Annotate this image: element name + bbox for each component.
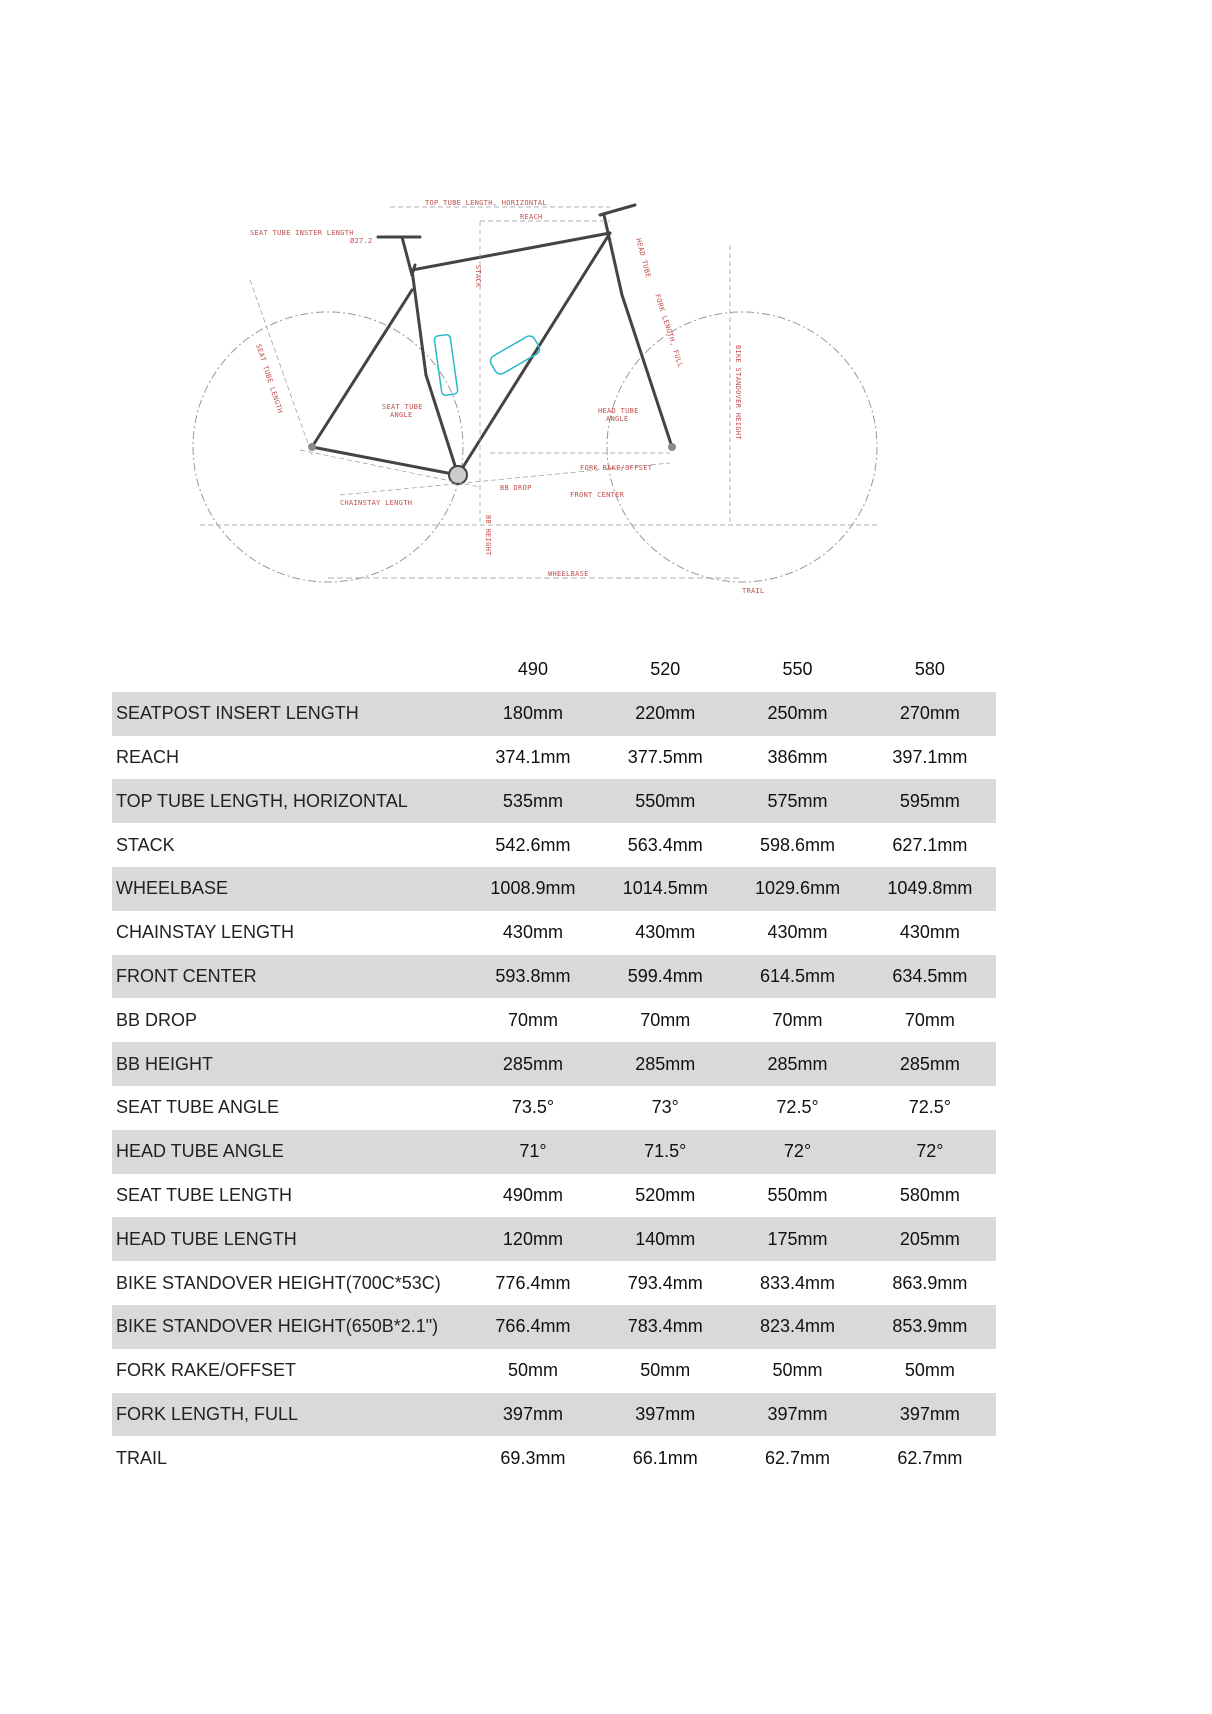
- row-label: SEAT TUBE LENGTH: [116, 1184, 293, 1205]
- row-value: 397mm: [467, 1393, 599, 1437]
- row-label: FRONT CENTER: [112, 955, 467, 999]
- row-value: 863.9mm: [892, 1272, 968, 1293]
- row-label: BB DROP: [116, 1009, 198, 1030]
- row-value: 70mm: [772, 1009, 823, 1030]
- size-header: 490: [517, 659, 548, 680]
- row-label: HEAD TUBE LENGTH: [112, 1217, 467, 1261]
- row-value: 285mm: [599, 1042, 731, 1086]
- row-value: 1008.9mm: [467, 867, 599, 911]
- row-value: 1014.5mm: [599, 867, 731, 911]
- row-label: CHAINSTAY LENGTH: [116, 922, 295, 943]
- row-value: 776.4mm: [495, 1272, 571, 1293]
- row-value: 70mm: [640, 1009, 691, 1030]
- label-head-tube-angle-2: ANGLE: [606, 415, 629, 423]
- row-label: STACK: [116, 834, 175, 855]
- table-row: [112, 1305, 996, 1349]
- row-value: 285mm: [731, 1042, 863, 1086]
- row-value: 62.7mm: [897, 1447, 963, 1468]
- row-value: 542.6mm: [495, 834, 571, 855]
- label-seat-tube-insert: SEAT TUBE INSTER LENGTH: [250, 229, 354, 237]
- row-value: 374.1mm: [495, 746, 571, 767]
- table-row: [112, 1436, 996, 1480]
- table-row: [112, 1349, 996, 1393]
- row-value: 377.5mm: [627, 746, 703, 767]
- label-stack: STACK: [474, 265, 482, 288]
- row-value: 634.5mm: [864, 955, 996, 999]
- row-label: HEAD TUBE ANGLE: [112, 1130, 467, 1174]
- row-value: 72.5°: [908, 1097, 951, 1118]
- table-row: [112, 867, 996, 911]
- row-value: 520mm: [635, 1184, 696, 1205]
- table-row: [112, 955, 996, 999]
- bike-frame: [312, 205, 672, 475]
- table-row: [112, 1130, 996, 1174]
- table-row: [112, 1086, 996, 1130]
- row-value: 70mm: [507, 1009, 558, 1030]
- label-bb-drop: BB DROP: [500, 484, 532, 492]
- row-value: 598.6mm: [760, 834, 836, 855]
- row-label: BIKE STANDOVER HEIGHT(650B*2.1"): [112, 1305, 467, 1349]
- label-standover: BIKE STANDOVER HEIGHT: [734, 345, 742, 440]
- table-row: [112, 1393, 996, 1437]
- label-front-center: FRONT CENTER: [570, 491, 625, 499]
- label-seat-tube-length: SEAT TUBE LENGTH: [254, 343, 285, 415]
- row-value: 580mm: [899, 1184, 960, 1205]
- row-value: 71°: [467, 1130, 599, 1174]
- bike-geometry-drawing: [190, 195, 890, 605]
- label-reach: REACH: [520, 213, 543, 221]
- label-chainstay: CHAINSTAY LENGTH: [340, 499, 413, 507]
- row-value: 50mm: [904, 1360, 955, 1381]
- row-value: 205mm: [864, 1217, 996, 1261]
- row-label: SEAT TUBE ANGLE: [116, 1097, 280, 1118]
- table-row: [112, 692, 996, 736]
- row-value: 71.5°: [599, 1130, 731, 1174]
- row-value: 285mm: [467, 1042, 599, 1086]
- row-value: 833.4mm: [760, 1272, 836, 1293]
- label-trail: TRAIL: [742, 587, 765, 595]
- row-value: 220mm: [599, 692, 731, 736]
- row-value: 72°: [731, 1130, 863, 1174]
- row-value: 1029.6mm: [731, 867, 863, 911]
- row-label: SEATPOST INSERT LENGTH: [112, 692, 467, 736]
- row-value: 397mm: [731, 1393, 863, 1437]
- geometry-table: [112, 648, 996, 1480]
- row-value: 550mm: [599, 779, 731, 823]
- row-label: REACH: [116, 746, 180, 767]
- label-seat-diameter: Ø27.2: [350, 237, 373, 245]
- row-label: BIKE STANDOVER HEIGHT(700C*53C): [116, 1272, 441, 1293]
- row-value: 599.4mm: [599, 955, 731, 999]
- row-value: 593.8mm: [467, 955, 599, 999]
- row-value: 140mm: [599, 1217, 731, 1261]
- label-seat-tube-angle-2: ANGLE: [390, 411, 413, 419]
- label-fork-length: FORK LENGTH, FULL: [653, 293, 685, 369]
- row-value: 397.1mm: [892, 746, 968, 767]
- row-value: 595mm: [864, 779, 996, 823]
- row-value: 70mm: [904, 1009, 955, 1030]
- table-row: [112, 998, 996, 1042]
- row-value: 430mm: [767, 922, 828, 943]
- row-value: 73°: [651, 1097, 679, 1118]
- row-value: 386mm: [767, 746, 828, 767]
- size-header: 580: [914, 659, 945, 680]
- row-value: 50mm: [772, 1360, 823, 1381]
- row-value: 62.7mm: [765, 1447, 831, 1468]
- row-value: 766.4mm: [467, 1305, 599, 1349]
- row-value: 50mm: [640, 1360, 691, 1381]
- row-value: 270mm: [864, 692, 996, 736]
- row-value: 72°: [864, 1130, 996, 1174]
- row-value: 575mm: [731, 779, 863, 823]
- table-row: [112, 736, 996, 780]
- row-value: 823.4mm: [731, 1305, 863, 1349]
- row-label: FORK RAKE/OFFSET: [116, 1360, 297, 1381]
- row-value: 175mm: [731, 1217, 863, 1261]
- row-value: 614.5mm: [731, 955, 863, 999]
- row-value: 69.3mm: [500, 1447, 566, 1468]
- size-header: 520: [650, 659, 681, 680]
- row-label: FORK LENGTH, FULL: [112, 1393, 467, 1437]
- row-value: 563.4mm: [627, 834, 703, 855]
- row-label: TOP TUBE LENGTH, HORIZONTAL: [112, 779, 467, 823]
- row-value: 853.9mm: [864, 1305, 996, 1349]
- row-value: 430mm: [899, 922, 960, 943]
- row-label: WHEELBASE: [112, 867, 467, 911]
- size-header: 550: [782, 659, 813, 680]
- row-value: 430mm: [635, 922, 696, 943]
- label-head-tube-angle-1: HEAD TUBE: [598, 407, 639, 415]
- table-row: [112, 1174, 996, 1218]
- label-head-tube: HEAD TUBE: [634, 237, 653, 279]
- label-fork-rake: FORK RAKE/OFFSET: [580, 464, 653, 472]
- row-value: 627.1mm: [892, 834, 968, 855]
- label-bb-height: BB HEIGHT: [484, 515, 492, 556]
- row-value: 120mm: [467, 1217, 599, 1261]
- row-label: BB HEIGHT: [112, 1042, 467, 1086]
- row-value: 285mm: [864, 1042, 996, 1086]
- row-value: 1049.8mm: [864, 867, 996, 911]
- row-value: 430mm: [502, 922, 563, 943]
- row-value: 66.1mm: [632, 1447, 698, 1468]
- row-value: 73.5°: [511, 1097, 555, 1118]
- size-header-row: [112, 648, 996, 692]
- row-label: TRAIL: [116, 1447, 168, 1468]
- row-value: 50mm: [507, 1360, 558, 1381]
- row-value: 550mm: [767, 1184, 828, 1205]
- table-row: [112, 823, 996, 867]
- row-value: 397mm: [599, 1393, 731, 1437]
- label-wheelbase: WHEELBASE: [548, 570, 589, 578]
- table-row: [112, 779, 996, 823]
- bike-geometry-diagram: [190, 195, 890, 605]
- table-row: [112, 1217, 996, 1261]
- row-value: 490mm: [502, 1184, 563, 1205]
- row-value: 783.4mm: [599, 1305, 731, 1349]
- table-row: [112, 911, 996, 955]
- row-value: 250mm: [731, 692, 863, 736]
- row-value: 793.4mm: [627, 1272, 703, 1293]
- label-top-tube: TOP TUBE LENGTH, HORIZONTAL: [425, 199, 547, 207]
- table-row: [112, 1042, 996, 1086]
- header-spacer: [112, 648, 467, 692]
- row-value: 535mm: [467, 779, 599, 823]
- label-seat-tube-angle-1: SEAT TUBE: [382, 403, 423, 411]
- row-value: 397mm: [864, 1393, 996, 1437]
- table-row: [112, 1261, 996, 1305]
- row-value: 72.5°: [776, 1097, 819, 1118]
- row-value: 180mm: [467, 692, 599, 736]
